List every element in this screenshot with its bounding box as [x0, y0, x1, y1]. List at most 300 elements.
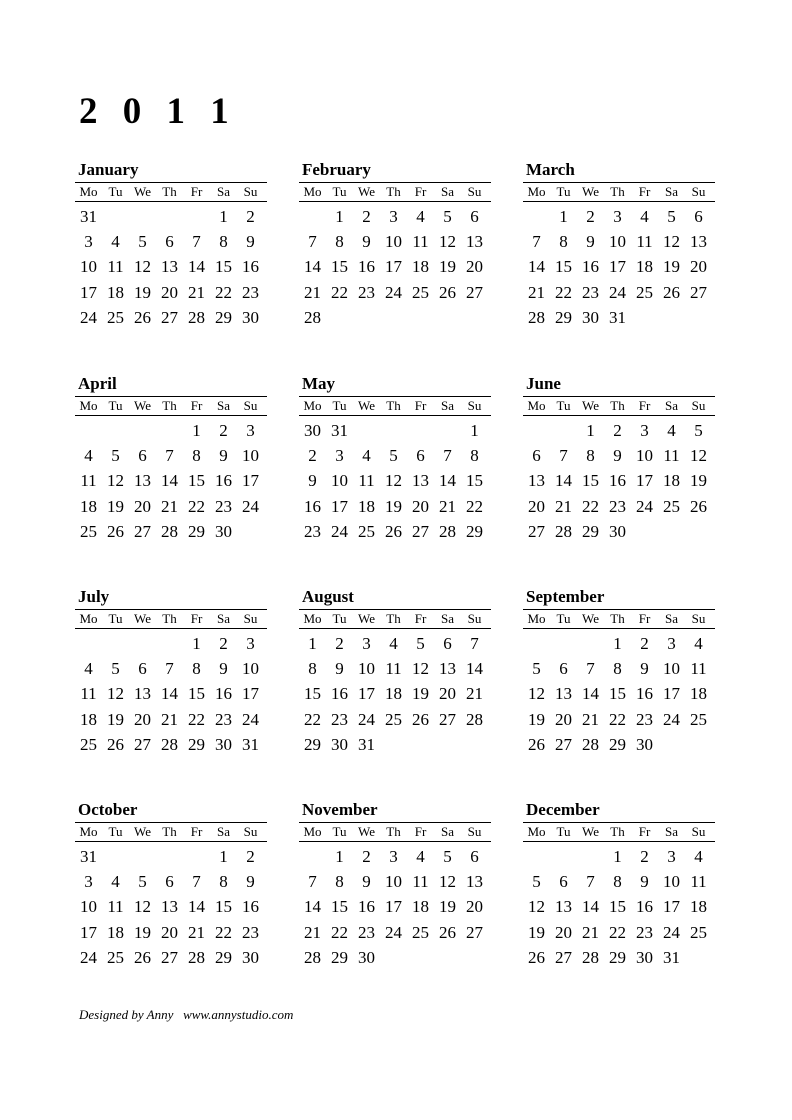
week-row: [75, 894, 267, 919]
day-cell: 11: [107, 897, 124, 917]
year-title: 2 0 1 1: [79, 91, 237, 132]
weekday-header: [75, 609, 267, 629]
day-cell: 17: [663, 684, 680, 704]
weekday-label: We: [582, 398, 599, 413]
weeks: [523, 629, 715, 757]
day-cell: 31: [663, 947, 680, 967]
day-cell: 19: [663, 257, 680, 277]
day-cell: 19: [439, 897, 456, 917]
day-cell: [685, 305, 712, 330]
weekday-label: Tu: [556, 398, 571, 413]
day-cell: 7: [470, 634, 479, 653]
weekday-label: Tu: [332, 184, 347, 199]
month-name: November: [302, 800, 378, 819]
day-cell: 5: [111, 446, 120, 466]
day-cell: 31: [358, 734, 375, 754]
day-cell: 10: [80, 257, 97, 277]
weekday-label: Sa: [441, 184, 454, 199]
week-row: [523, 945, 715, 970]
weekday-label: Sa: [441, 611, 454, 626]
day-cell: [407, 418, 434, 443]
day-cell: 4: [416, 847, 425, 866]
week-row: [523, 280, 715, 305]
day-cell: 23: [636, 709, 653, 729]
day-cell: 1: [219, 207, 228, 226]
month-january: [75, 158, 267, 330]
day-cell: 7: [192, 872, 201, 892]
day-cell: [685, 519, 712, 544]
day-cell: 10: [80, 897, 97, 917]
day-cell: 8: [219, 872, 228, 892]
week-row: [523, 681, 715, 706]
month-october: [75, 798, 267, 970]
week-row: [75, 869, 267, 894]
week-row: [523, 305, 715, 330]
day-cell: 23: [215, 496, 232, 516]
day-cell: 5: [667, 207, 676, 226]
day-cell: 3: [84, 872, 93, 892]
week-row: [523, 920, 715, 945]
day-cell: [685, 945, 712, 970]
day-cell: 17: [242, 684, 259, 704]
weekday-label: Su: [243, 824, 258, 839]
day-cell: 22: [609, 922, 626, 942]
day-cell: 6: [694, 207, 703, 226]
day-cell: 7: [192, 232, 201, 252]
weekday-label: Su: [243, 184, 258, 199]
day-cell: 15: [215, 257, 232, 277]
day-cell: 3: [389, 847, 398, 866]
day-cell: 30: [609, 521, 626, 541]
day-cell: 30: [582, 307, 599, 327]
week-row: [523, 656, 715, 681]
weekday-label: Sa: [217, 184, 230, 199]
weeks: [299, 416, 491, 544]
day-cell: 18: [107, 922, 124, 942]
day-cell: 26: [528, 947, 545, 967]
day-cell: 23: [609, 496, 626, 516]
weekday-label: Th: [386, 398, 401, 413]
weekday-label: Mo: [527, 611, 546, 626]
day-cell: 9: [640, 659, 649, 679]
day-cell: 1: [335, 847, 344, 866]
day-cell: 12: [107, 684, 124, 704]
day-cell: 10: [663, 659, 680, 679]
day-cell: [434, 945, 461, 970]
day-cell: 7: [165, 659, 174, 679]
day-cell: 16: [358, 897, 375, 917]
day-cell: 5: [138, 872, 147, 892]
month-july: [75, 585, 267, 757]
weekday-label: Th: [162, 184, 177, 199]
weekday-label: Mo: [527, 824, 546, 839]
day-cell: 2: [362, 207, 371, 226]
weekday-label: Th: [610, 398, 625, 413]
day-cell: 9: [640, 872, 649, 892]
day-cell: 3: [84, 232, 93, 252]
month-name: July: [78, 587, 110, 606]
week-row: [75, 280, 267, 305]
day-cell: 3: [335, 446, 344, 466]
day-cell: 29: [304, 734, 321, 754]
day-cell: [156, 844, 183, 869]
weekday-label: Mo: [527, 184, 546, 199]
day-cell: 9: [613, 446, 622, 466]
day-cell: [380, 305, 407, 330]
day-cell: 20: [466, 257, 483, 277]
day-cell: 8: [470, 446, 479, 466]
day-cell: 19: [528, 922, 545, 942]
day-cell: 17: [331, 496, 348, 516]
day-cell: 26: [690, 496, 707, 516]
weekday-label: We: [582, 824, 599, 839]
day-cell: 18: [358, 496, 375, 516]
weekday-label: We: [134, 611, 151, 626]
day-cell: 29: [466, 521, 483, 541]
weekday-label: Mo: [303, 398, 322, 413]
day-cell: 20: [690, 257, 707, 277]
day-cell: [523, 418, 550, 443]
weekday-label: Mo: [79, 824, 98, 839]
week-row: [299, 707, 491, 732]
day-cell: 24: [358, 709, 375, 729]
day-cell: 2: [362, 847, 371, 866]
day-cell: 14: [161, 684, 178, 704]
day-cell: [407, 945, 434, 970]
day-cell: 18: [690, 897, 707, 917]
day-cell: 23: [358, 922, 375, 942]
day-cell: 8: [192, 446, 201, 466]
week-row: [75, 204, 267, 229]
weekday-label: Th: [162, 824, 177, 839]
day-cell: 27: [161, 307, 178, 327]
day-cell: 3: [246, 421, 255, 440]
day-cell: 31: [331, 421, 348, 440]
day-cell: 24: [636, 496, 653, 516]
day-cell: 18: [690, 684, 707, 704]
day-cell: 24: [609, 282, 626, 302]
month-august: [299, 585, 491, 757]
day-cell: 15: [188, 471, 205, 491]
day-cell: 22: [331, 282, 348, 302]
day-cell: 21: [439, 496, 456, 516]
day-cell: 14: [528, 257, 545, 277]
weekday-label: Sa: [665, 398, 678, 413]
day-cell: 13: [134, 684, 151, 704]
day-cell: 24: [80, 947, 97, 967]
day-cell: 11: [412, 232, 429, 252]
day-cell: 22: [188, 496, 205, 516]
day-cell: 9: [586, 232, 595, 252]
day-cell: [183, 844, 210, 869]
day-cell: 1: [192, 421, 201, 440]
month-september: [523, 585, 715, 757]
day-cell: 25: [107, 947, 124, 967]
weekday-label: We: [358, 184, 375, 199]
weekday-label: Fr: [638, 184, 651, 199]
day-cell: 21: [582, 709, 599, 729]
weekday-label: Th: [162, 611, 177, 626]
day-cell: 14: [582, 897, 599, 917]
day-cell: 9: [362, 872, 371, 892]
day-cell: 14: [304, 257, 321, 277]
day-cell: 15: [331, 257, 348, 277]
day-cell: 9: [246, 872, 255, 892]
day-cell: 29: [582, 521, 599, 541]
weekday-label: Su: [467, 398, 482, 413]
weekday-label: Su: [467, 611, 482, 626]
weeks: [299, 842, 491, 970]
day-cell: 5: [532, 659, 541, 679]
day-cell: 16: [636, 684, 653, 704]
day-cell: 4: [694, 847, 703, 866]
footer-credit: Designed by Anny www.annystudio.com: [79, 1007, 294, 1022]
day-cell: [380, 418, 407, 443]
day-cell: 3: [246, 634, 255, 653]
day-cell: 7: [308, 872, 317, 892]
day-cell: 22: [555, 282, 572, 302]
day-cell: 10: [636, 446, 653, 466]
day-cell: 22: [331, 922, 348, 942]
day-cell: 20: [134, 709, 151, 729]
day-cell: 23: [636, 922, 653, 942]
day-cell: 26: [385, 521, 402, 541]
day-cell: 23: [582, 282, 599, 302]
day-cell: 27: [555, 947, 572, 967]
day-cell: 25: [80, 521, 97, 541]
day-cell: 4: [84, 659, 93, 679]
day-cell: 17: [80, 922, 97, 942]
weekday-label: Tu: [556, 184, 571, 199]
weekday-header: [75, 822, 267, 842]
day-cell: 8: [219, 232, 228, 252]
weekday-label: Su: [691, 824, 706, 839]
day-cell: 6: [138, 659, 147, 679]
day-cell: [550, 418, 577, 443]
day-cell: 25: [358, 521, 375, 541]
day-cell: 3: [667, 634, 676, 653]
day-cell: 30: [331, 734, 348, 754]
day-cell: 12: [439, 872, 456, 892]
day-cell: 20: [134, 496, 151, 516]
day-cell: 4: [111, 232, 120, 252]
week-row: [75, 468, 267, 493]
day-cell: 7: [308, 232, 317, 252]
day-cell: 9: [246, 232, 255, 252]
day-cell: 8: [613, 659, 622, 679]
day-cell: 20: [161, 922, 178, 942]
day-cell: 4: [84, 446, 93, 466]
day-cell: 28: [188, 947, 205, 967]
day-cell: [407, 732, 434, 757]
day-cell: 17: [242, 471, 259, 491]
day-cell: [631, 305, 658, 330]
day-cell: 12: [412, 659, 429, 679]
day-cell: 8: [192, 659, 201, 679]
day-cell: 21: [304, 922, 321, 942]
day-cell: 21: [161, 496, 178, 516]
day-cell: 2: [246, 207, 255, 226]
day-cell: 27: [439, 709, 456, 729]
day-cell: 6: [416, 446, 425, 466]
day-cell: [102, 418, 129, 443]
day-cell: 30: [242, 947, 259, 967]
day-cell: [326, 305, 353, 330]
week-row: [523, 732, 715, 757]
day-cell: 19: [134, 922, 151, 942]
weekday-header: [75, 182, 267, 202]
day-cell: 25: [385, 709, 402, 729]
day-cell: [75, 631, 102, 656]
month-name: August: [302, 587, 354, 606]
day-cell: 10: [609, 232, 626, 252]
week-row: [523, 869, 715, 894]
day-cell: 7: [532, 232, 541, 252]
week-row: [523, 494, 715, 519]
day-cell: [523, 844, 550, 869]
day-cell: 19: [134, 282, 151, 302]
day-cell: 25: [107, 307, 124, 327]
day-cell: 13: [690, 232, 707, 252]
day-cell: 25: [412, 922, 429, 942]
day-cell: 10: [385, 232, 402, 252]
day-cell: 16: [215, 684, 232, 704]
day-cell: 4: [416, 207, 425, 226]
day-cell: 29: [609, 734, 626, 754]
day-cell: 10: [331, 471, 348, 491]
day-cell: 31: [242, 734, 259, 754]
day-cell: 18: [636, 257, 653, 277]
weekday-label: Th: [386, 824, 401, 839]
day-cell: 10: [242, 446, 259, 466]
day-cell: [102, 204, 129, 229]
day-cell: [550, 631, 577, 656]
weekday-label: We: [582, 611, 599, 626]
day-cell: [461, 945, 488, 970]
week-row: [75, 844, 267, 869]
day-cell: 13: [528, 471, 545, 491]
day-cell: 16: [242, 897, 259, 917]
weekday-label: Mo: [79, 398, 98, 413]
week-row: [523, 631, 715, 656]
day-cell: 14: [582, 684, 599, 704]
month-name: April: [78, 374, 117, 393]
month-november: [299, 798, 491, 970]
day-cell: 28: [582, 947, 599, 967]
day-cell: 21: [161, 709, 178, 729]
weekday-label: We: [134, 398, 151, 413]
week-row: [75, 707, 267, 732]
day-cell: 13: [555, 684, 572, 704]
day-cell: 9: [219, 446, 228, 466]
day-cell: 27: [690, 282, 707, 302]
week-row: [299, 519, 491, 544]
day-cell: 2: [246, 847, 255, 866]
day-cell: 3: [389, 207, 398, 226]
day-cell: 14: [439, 471, 456, 491]
weekday-label: Sa: [217, 398, 230, 413]
day-cell: 11: [690, 872, 707, 892]
day-cell: 24: [663, 922, 680, 942]
day-cell: 12: [439, 232, 456, 252]
day-cell: 29: [215, 947, 232, 967]
day-cell: 22: [188, 709, 205, 729]
day-cell: 10: [358, 659, 375, 679]
week-row: [75, 519, 267, 544]
month-december: [523, 798, 715, 970]
day-cell: [407, 305, 434, 330]
day-cell: 14: [555, 471, 572, 491]
day-cell: [577, 844, 604, 869]
day-cell: 11: [663, 446, 680, 466]
day-cell: [156, 204, 183, 229]
day-cell: 26: [107, 521, 124, 541]
week-row: [75, 631, 267, 656]
day-cell: 16: [636, 897, 653, 917]
day-cell: 17: [609, 257, 626, 277]
day-cell: 5: [138, 232, 147, 252]
week-row: [299, 732, 491, 757]
week-row: [75, 681, 267, 706]
day-cell: 28: [439, 521, 456, 541]
day-cell: 19: [107, 709, 124, 729]
day-cell: 1: [192, 634, 201, 653]
day-cell: 17: [636, 471, 653, 491]
day-cell: 29: [555, 307, 572, 327]
weekday-header: [299, 182, 491, 202]
day-cell: 12: [663, 232, 680, 252]
day-cell: 6: [470, 207, 479, 226]
day-cell: 19: [107, 496, 124, 516]
day-cell: 27: [466, 922, 483, 942]
day-cell: 23: [242, 282, 259, 302]
day-cell: 13: [161, 257, 178, 277]
day-cell: 4: [389, 634, 398, 653]
week-row: [299, 418, 491, 443]
day-cell: 9: [219, 659, 228, 679]
day-cell: 12: [107, 471, 124, 491]
day-cell: 14: [188, 897, 205, 917]
day-cell: 13: [555, 897, 572, 917]
weekday-label: Th: [386, 611, 401, 626]
month-may: [299, 372, 491, 544]
day-cell: 16: [358, 257, 375, 277]
weekday-label: Sa: [441, 398, 454, 413]
week-row: [299, 844, 491, 869]
day-cell: [434, 418, 461, 443]
day-cell: 24: [80, 307, 97, 327]
day-cell: 30: [242, 307, 259, 327]
day-cell: 3: [667, 847, 676, 866]
weekday-label: Fr: [638, 611, 651, 626]
day-cell: 16: [304, 496, 321, 516]
weekday-header: [75, 396, 267, 416]
day-cell: 11: [358, 471, 375, 491]
month-name: March: [526, 160, 575, 179]
day-cell: 13: [161, 897, 178, 917]
weekday-label: Sa: [217, 824, 230, 839]
day-cell: 7: [586, 872, 595, 892]
day-cell: 5: [443, 847, 452, 866]
day-cell: 15: [555, 257, 572, 277]
day-cell: [577, 631, 604, 656]
day-cell: [685, 732, 712, 757]
weekday-label: Fr: [414, 824, 427, 839]
day-cell: 18: [412, 897, 429, 917]
weekday-header: [523, 182, 715, 202]
day-cell: 6: [165, 232, 174, 252]
day-cell: 3: [613, 207, 622, 226]
